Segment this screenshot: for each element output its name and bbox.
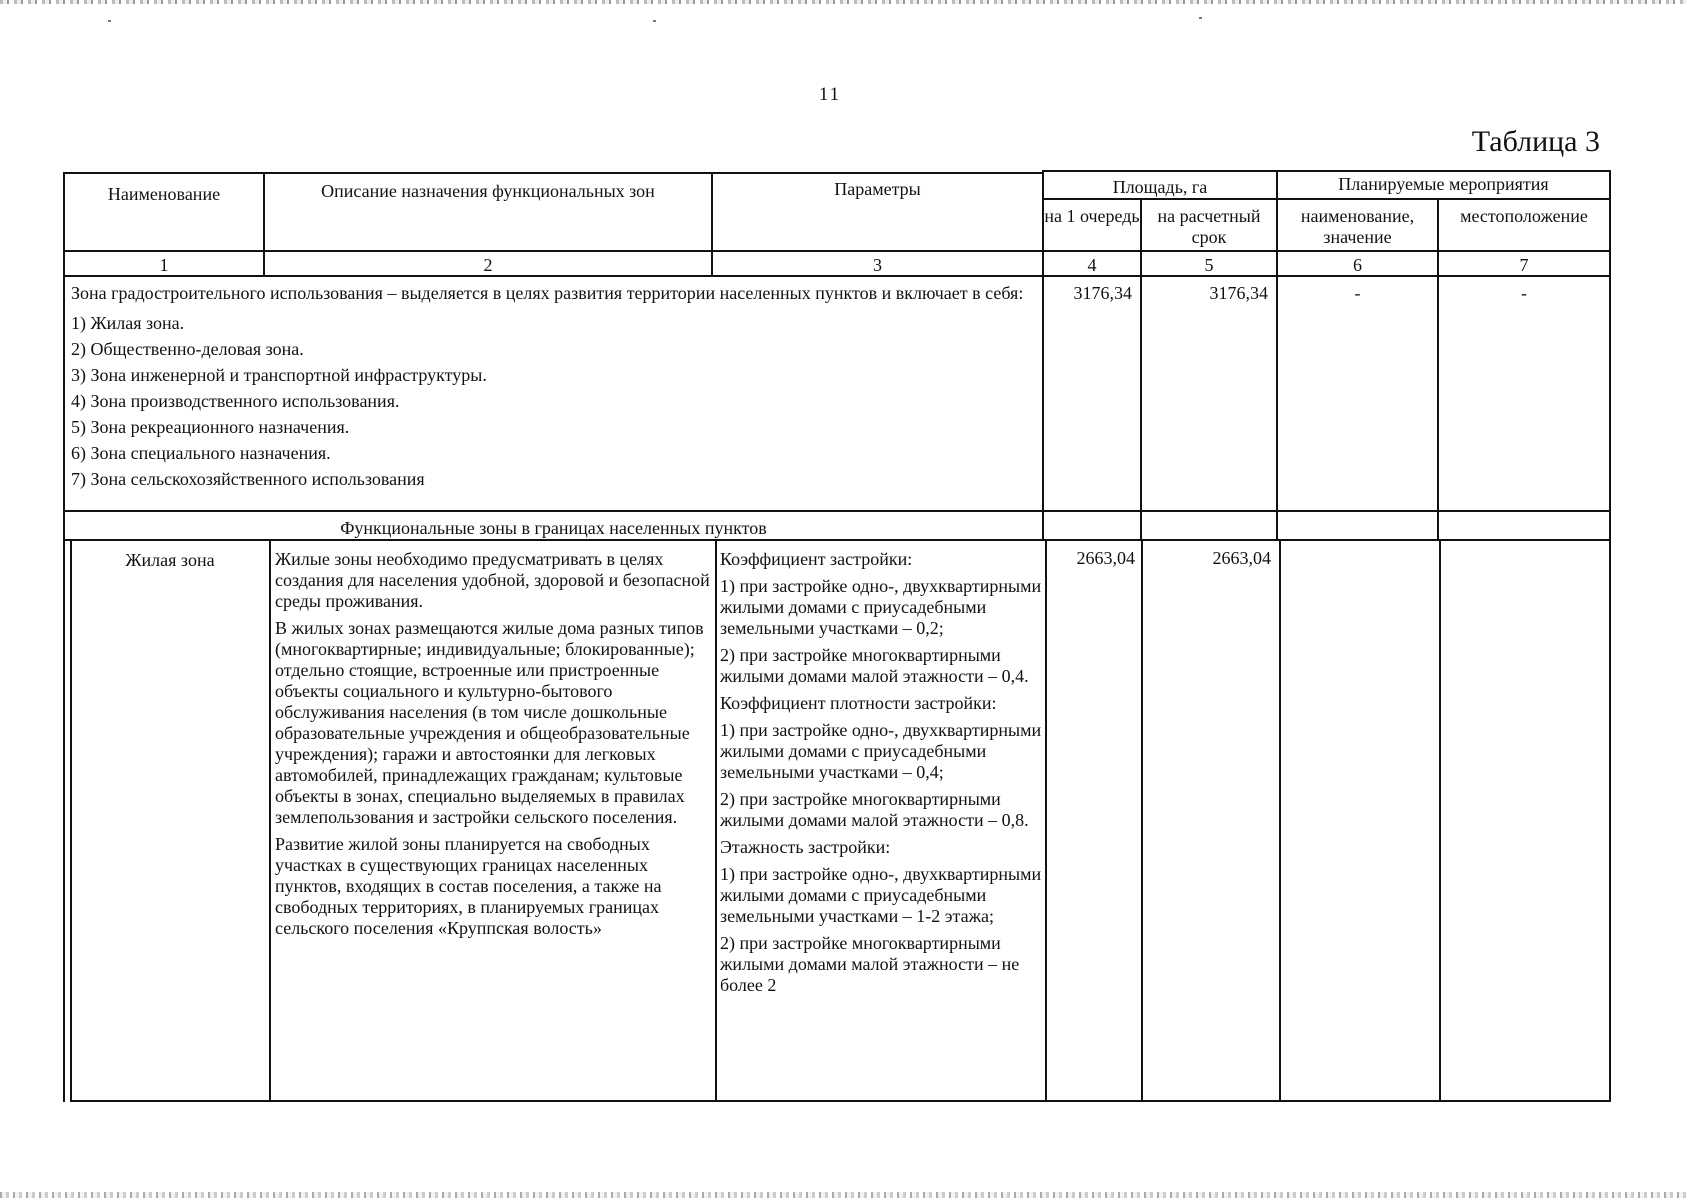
urban-zone-area-first: 3176,34	[1073, 283, 1132, 303]
description-paragraph: Жилые зоны необходимо предусматривать в целях создания для населения удобной, здоровой и безопасной среды проживания.	[275, 549, 710, 611]
list-item: 4) Зона производственного использования.	[71, 391, 400, 411]
residential-zone-parameters	[720, 549, 1042, 1002]
urban-zone-events-location: -	[1521, 283, 1527, 303]
residential-zone-area-first: 2663,04	[1076, 548, 1135, 568]
scan-speck	[108, 20, 111, 22]
scan-bottom-edge	[0, 1192, 1686, 1198]
urban-zone-area-final: 3176,34	[1209, 283, 1268, 303]
list-item: 7) Зона сельскохозяйственного использования	[71, 469, 425, 489]
column-number: 3	[873, 255, 882, 275]
list-item: 6) Зона специального назначения.	[71, 443, 331, 463]
parameter-item: 2) при застройке многоквартирными жилыми домами малой этажности – 0,8.	[720, 789, 1029, 830]
urban-zone-intro: Зона градостроительного использования – выделяется в целях развития территории населенных пунктов и включает в себя:	[71, 283, 1024, 303]
column-number: 2	[483, 255, 493, 275]
page-number: 11	[818, 84, 842, 105]
urban-zone-events-name: -	[1354, 283, 1361, 303]
residential-zone-name: Жилая зона	[125, 550, 215, 570]
list-item: 2) Общественно-деловая зона.	[71, 339, 304, 359]
list-item: 1) Жилая зона.	[71, 313, 185, 333]
table-caption: Таблица 3	[1471, 125, 1600, 158]
header-area-first-stage: на 1 очередь	[1044, 206, 1140, 226]
list-item: 5) Зона рекреационного назначения.	[71, 417, 350, 437]
parameter-heading: Коэффициент застройки:	[720, 549, 913, 569]
column-number: 6	[1353, 255, 1362, 275]
parameter-heading: Этажность застройки:	[720, 837, 891, 857]
header-events-location: местоположение	[1460, 206, 1588, 226]
scan-speck	[653, 20, 656, 22]
header-parameters: Параметры	[834, 179, 921, 199]
residential-zone-area-final: 2663,04	[1212, 548, 1271, 568]
parameter-item: 1) при застройке одно-, двухквартирными жилыми домами с приусадебными земельными участками – 1-2 этажа;	[720, 864, 1042, 926]
section-title: Функциональные зоны в границах населенных пунктов	[340, 518, 767, 538]
scan-top-edge	[0, 0, 1686, 4]
urban-zone-list	[71, 310, 1036, 492]
parameter-item: 1) при застройке одно-, двухквартирными жилыми домами с приусадебными земельными участками – 0,2;	[720, 576, 1042, 638]
header-events-group: Планируемые мероприятия	[1338, 174, 1549, 194]
scan-speck	[1199, 17, 1202, 19]
parameter-heading: Коэффициент плотности застройки:	[720, 693, 997, 713]
urban-zone-description	[71, 283, 1036, 492]
list-item: 3) Зона инженерной и транспортной инфраструктуры.	[71, 365, 487, 385]
column-number: 4	[1087, 255, 1097, 275]
header-area-final: на расчетный срок	[1157, 206, 1261, 247]
header-area-group: Площадь, га	[1112, 177, 1208, 197]
header-description: Описание назначения функциональных зон	[321, 181, 655, 201]
parameter-item: 1) при застройке одно-, двухквартирными жилыми домами с приусадебными земельными участками – 0,4;	[720, 720, 1042, 782]
description-paragraph: Развитие жилой зоны планируется на свободных участках в существующих границах населенных пунктов, входящих в состав поселения, а также на свободных территориях, в планируемых границах сельского поселения «Круппская волость»	[275, 834, 662, 938]
residential-zone-description	[275, 549, 711, 945]
description-paragraph: В жилых зонах размещаются жилые дома разных типов (многоквартирные; индивидуальные; блокированные); отдельно стоящие, встроенные или пристроенные объекты социального и культурно-бытового обслуживания населения (в том числе дошкольные образовательные учреждения и общеобразовательные учреждения); гаражи и автостоянки для легковых автомобилей, принадлежащих гражданам; культовые объекты в зонах, специально выделяемых в правилах землепользования и застройки сельского поселения.	[275, 618, 704, 827]
header-events-name: наименование, значение	[1300, 206, 1415, 247]
header-name: Наименование	[107, 184, 221, 204]
parameter-item: 2) при застройке многоквартирными жилыми домами малой этажности – не более 2	[720, 933, 1020, 995]
parameter-item: 2) при застройке многоквартирными жилыми домами малой этажности – 0,4.	[720, 645, 1029, 686]
column-number: 5	[1204, 255, 1214, 275]
column-number: 1	[159, 255, 169, 275]
column-number: 7	[1519, 255, 1529, 275]
